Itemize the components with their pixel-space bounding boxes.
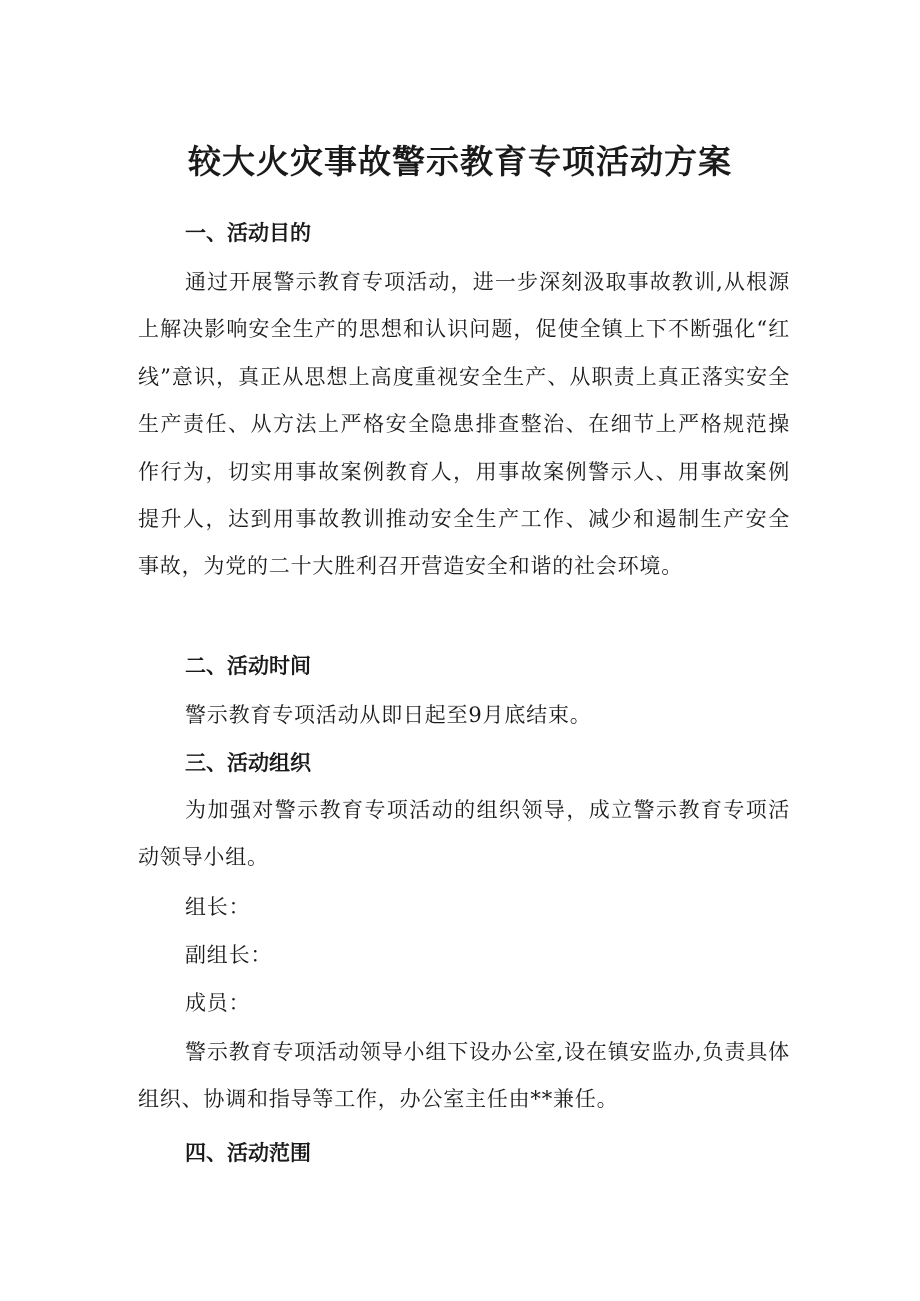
section-body-purpose: 通过开展警示教育专项活动，进一步深刻汲取事故教训,从根源上解决影响安全生产的思想和认识问题，促使全镇上下不断强化“红线”意识，真正从思想上高度重视安全生产、从职责上真正落实安全生产责任、从方法上严格安全隐患排查整治、在细节上严格规范操作行为，切实用事故案例教育人，用事故案例警示人、用事故案例提升人，达到用事故教训推动安全生产工作、减少和遏制生产安全事故，为党的二十大胜利召开营造安全和谐的社会环境。	[138, 270, 790, 579]
section-heading-purpose: 一、活动目的	[185, 221, 311, 245]
section-heading-time: 二、活动时间	[185, 654, 311, 678]
section-heading-organization: 三、活动组织	[185, 751, 311, 775]
document-title: 较大火灾事故警示教育专项活动方案	[188, 142, 732, 181]
members-line: 成员：	[185, 991, 251, 1015]
leader-line: 组长：	[185, 895, 251, 919]
deputy-leader-line: 副组长：	[185, 943, 273, 967]
section-heading-scope: 四、活动范围	[185, 1141, 311, 1165]
section-body-organization: 为加强对警示教育专项活动的组织领导，成立警示教育专项活动领导小组。	[138, 798, 790, 870]
section-body-time: 警示教育专项活动从即日起至9月底结束。	[185, 703, 592, 727]
office-paragraph: 警示教育专项活动领导小组下设办公室,设在镇安监办,负责具体组织、协调和指导等工作，办公室主任由**兼任。	[138, 1040, 790, 1112]
